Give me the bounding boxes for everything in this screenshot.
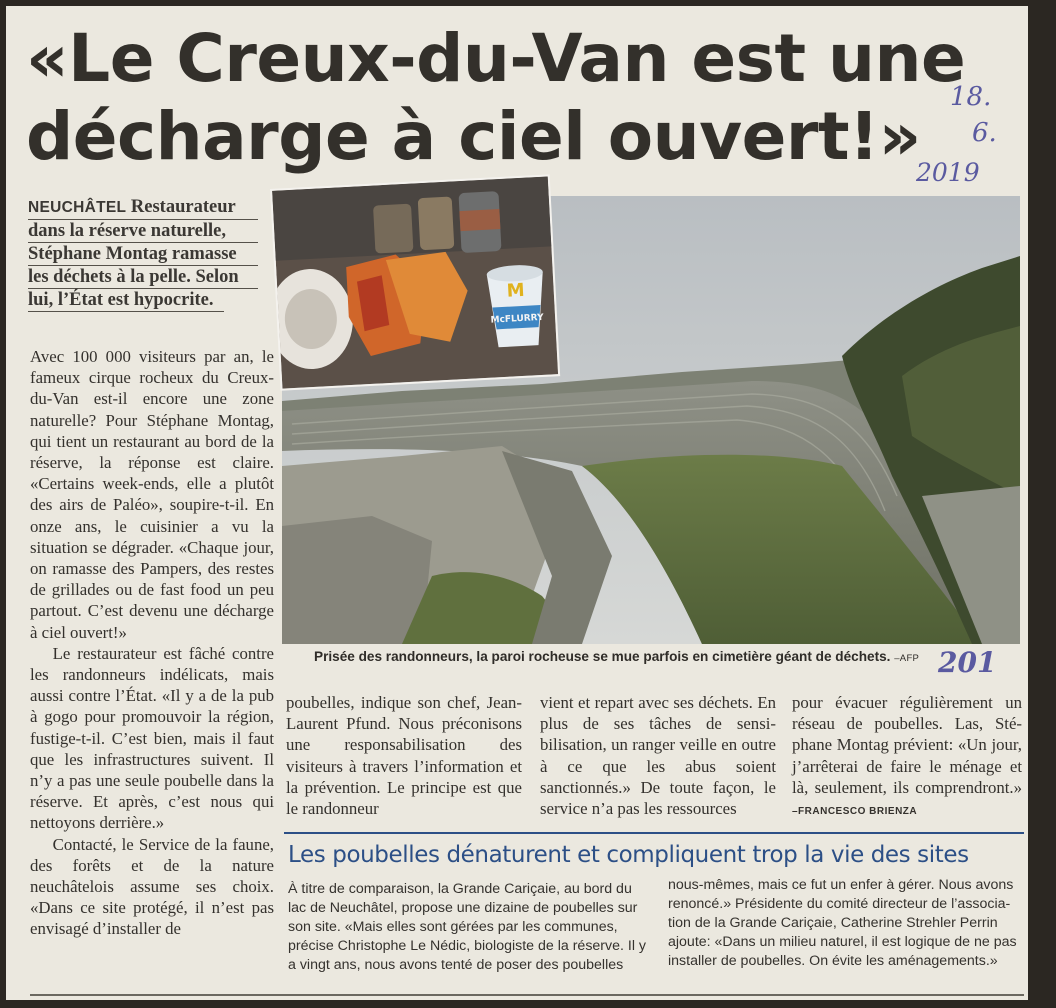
article-paragraph-1: Avec 100 000 visiteurs par an, le fameux cirque rocheux du Creux-du-Van est-il encore une zone naturelle? Pour Stéphane Montag, qui tient un restaurant au bord de la réserve, la réponse est claire. «Certains week-ends, elle a plutôt des airs de Paléo», soupire-t-il. En onze ans, le cuisinier a vu la situation se dégrader. «Chaque jour, on ramasse des Pampers, des restes de grillades ou de fast food un peu partout. C’est devenu une décharge à ciel ouvert!»	[30, 347, 274, 642]
article-column-2	[286, 692, 522, 819]
lead-line-5: lui, l’État est hypocrite.	[28, 289, 224, 312]
lead-city: NEUCHÂTEL	[28, 199, 127, 216]
article-column-4	[792, 692, 1022, 822]
sidebar-column-1-text: À titre de comparaison, la Grande Cariçaie, au bord du lac de Neuchâtel, propose une dizaine de poubelles sur son site. «Mais elles sont gérées par les communes, précise Christophe Le Nédic, biologiste de la réserve. Il y a vingt ans, nous avons tenté de poser des poubelles	[288, 881, 647, 973]
handwritten-date-day: 18.	[950, 82, 992, 112]
lead-line-4: les déchets à la pelle. Selon	[28, 266, 258, 289]
sidebar-column-1	[288, 880, 648, 975]
lead-line-1: Restaurateur	[130, 197, 236, 217]
litter-inset-image	[270, 174, 560, 390]
handwritten-date-year: 2019	[916, 158, 980, 187]
handwritten-date-month: 6.	[972, 118, 997, 148]
mcflurry-label: McFLURRY	[490, 312, 544, 326]
sidebar-rule	[284, 832, 1024, 834]
sidebar-column-2-text: nous-mêmes, mais ce fut un enfer à gérer. Nous avons renoncé.» Présidente du comité directeur de l’association de la Grande Cariçaie, Catherine Strehler Perrin ajoute: «Dans un milieu naturel, il est logique de ne pas installer de poubelles. On évite les aménagements.»	[668, 877, 1017, 969]
bottom-rule	[30, 994, 1024, 996]
article-column-4-text: pour évacuer régulièrement un réseau de poubelles. Las, Stéphane Montag prévient: «Un jour, j’arrêterai de faire le ménage et là, seulement, ils comprendront.»	[792, 693, 1022, 797]
sidebar-column-2	[668, 876, 1022, 971]
photo-credit: –AFP	[894, 653, 920, 664]
headline-line-1: «Le Creux-du-Van est une	[26, 20, 966, 97]
newspaper-clipping	[6, 6, 1028, 1000]
lead	[28, 196, 258, 312]
photo-caption	[314, 649, 919, 664]
article-column-2-text: poubelles, indique son chef, Jean-Laurent Pfund. Nous préconisons une responsabilisation des visiteurs à travers l’information et la prévention. Le principe est que le randonneur	[286, 693, 522, 819]
author-signature: –FRANCESCO BRIENZA	[792, 806, 918, 818]
article-column-1	[30, 346, 274, 940]
article-column-3-text: vient et repart avec ses déchets. En plus de ses tâches de sensibilisation, un ranger veille en outre à ce que les abus soient sanctionnés.» De toute façon, le service n’a pas les ressources	[540, 693, 776, 819]
lead-line-3: Stéphane Montag ramasse	[28, 243, 258, 266]
headline-line-2: décharge à ciel ouvert!»	[26, 98, 921, 175]
handwritten-page-note: 201	[938, 646, 997, 679]
mcdonalds-logo: M	[506, 279, 526, 302]
lead-line-2: dans la réserve naturelle,	[28, 220, 258, 243]
sidebar-title: Les poubelles dénaturent et compliquent trop la vie des sites	[288, 842, 969, 868]
photo-caption-text: Prisée des randonneurs, la paroi rocheuse se mue parfois en cimetière géant de déchets.	[314, 649, 891, 664]
article-paragraph-3: Contacté, le Service de la faune, des forêts et de la nature neuchâtelois assume ses choix. «Dans ce site protégé, il n’est pas envisagé d’installer de	[30, 834, 274, 939]
article-column-3	[540, 692, 776, 819]
litter-inset-photo	[270, 175, 556, 387]
article-paragraph-2: Le restaurateur est fâché contre les randonneurs indélicats, mais aussi contre l’État. «Il y a de la pub à gogo pour promouvoir la région, fustige-t-il. C’est bien, mais il faut que les infrastructures suivent. Il n’y a pas une seule poubelle dans la réserve. Et après, c’est nous qui nettoyons derrière.»	[30, 643, 274, 833]
